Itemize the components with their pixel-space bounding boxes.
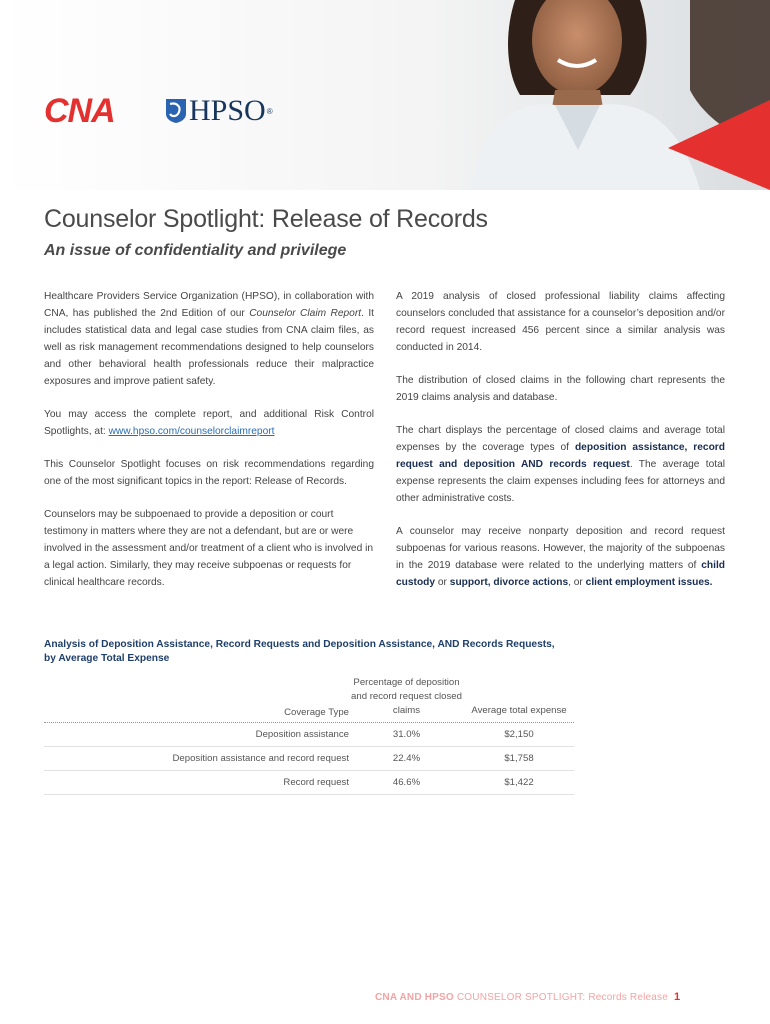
table-row — [44, 747, 574, 771]
expense-cell: $1,758 — [504, 753, 534, 764]
footer-brand: CNA AND HPSO — [375, 992, 454, 1003]
page-title: Counselor Spotlight: Release of Records — [44, 205, 488, 233]
subpoena-paragraph: Counselors may be subpoenaed to provide a deposition or court testimony in matters where they are not a defendant, but are or were involved in the assessment and/or treatment of a client who is involved in a legal action. Similarly, they may receive subpoenas or requests for clinical healthcare records. — [44, 509, 374, 588]
focus-paragraph: This Counselor Spotlight focuses on risk recommendations regarding one of the most significant topics in the report: Release of Records. — [44, 459, 374, 487]
table-row — [44, 723, 574, 747]
left-column — [44, 288, 374, 607]
reasons-paragraph: A counselor may receive nonparty deposition and record request subpoenas for various reasons. However, the majority of the subpoenas in the 2019 database were related to the underlying matters of child custody or support, divorce actions, or client employment issues. — [396, 526, 725, 588]
percentage-cell: 22.4% — [392, 753, 421, 764]
page-number: 1 — [674, 991, 681, 1003]
table-header-row — [44, 672, 574, 723]
chart-description-paragraph: The chart displays the percentage of closed claims and average total expenses by the coverage types of deposition assistance, record request and deposition AND records request. The average total expense represents the claim expenses including fees for attorneys and other administrative costs. — [396, 425, 725, 504]
header-coverage-type: Coverage Type — [284, 707, 349, 718]
cna-logo: CNA — [44, 92, 115, 130]
hpso-logo — [165, 94, 273, 128]
percentage-cell: 46.6% — [392, 777, 421, 788]
header-percentage: Percentage of deposition and record request closed claims — [351, 677, 462, 716]
table-title: Analysis of Deposition Assistance, Record Requests and Deposition Assistance, AND Records Requests, by Average Total Expense — [44, 639, 555, 664]
coverage-type-cell: Deposition assistance and record request — [172, 753, 349, 764]
expense-cell: $2,150 — [504, 729, 534, 740]
page-subtitle: An issue of confidentiality and privilege — [44, 242, 347, 259]
coverage-type-cell: Record request — [283, 777, 349, 788]
analysis-paragraph: A 2019 analysis of closed professional liability claims affecting counselors concluded that assistance for a counselor’s deposition and/or record request increased 456 percent since a similar analysis was conducted in 2014. — [396, 291, 725, 353]
percentage-cell: 31.0% — [392, 729, 421, 740]
table-row — [44, 771, 574, 795]
coverage-type-cell: Deposition assistance — [255, 729, 349, 740]
report-title: Counselor Claim Report — [249, 308, 362, 319]
claims-table — [44, 672, 574, 795]
counselor-photo — [0, 0, 770, 190]
header-average-expense: Average total expense — [471, 705, 567, 716]
registered-mark: ® — [266, 106, 273, 116]
access-paragraph: You may access the complete report, and additional Risk Control Spotlights, at: www.hpso.com/counselorclaimreport — [44, 409, 374, 437]
hpso-wordmark: HPSO — [189, 94, 266, 127]
expense-cell: $1,422 — [504, 777, 534, 788]
hpso-shield-icon — [165, 98, 187, 124]
right-column — [396, 288, 725, 607]
distribution-paragraph: The distribution of closed claims in the following chart represents the 2019 claims analysis and database. — [396, 375, 725, 403]
footer-title: COUNSELOR SPOTLIGHT: Records Release — [453, 992, 669, 1003]
page-footer — [375, 991, 680, 1003]
intro-paragraph: Healthcare Providers Service Organization (HPSO), in collaboration with CNA, has published the 2nd Edition of our Counselor Claim Report. It includes statistical data and legal case studies from CNA claim files, as well as risk management recommendations designed to help counselors and other behavioral health professionals reduce their malpractice exposures and improve patient safety. — [44, 291, 374, 387]
header-photo — [0, 0, 770, 200]
coverage-types-emphasis: deposition assistance, record request and deposition AND records request — [396, 442, 725, 470]
report-link[interactable]: www.hpso.com/counselorclaimreport — [108, 426, 275, 437]
